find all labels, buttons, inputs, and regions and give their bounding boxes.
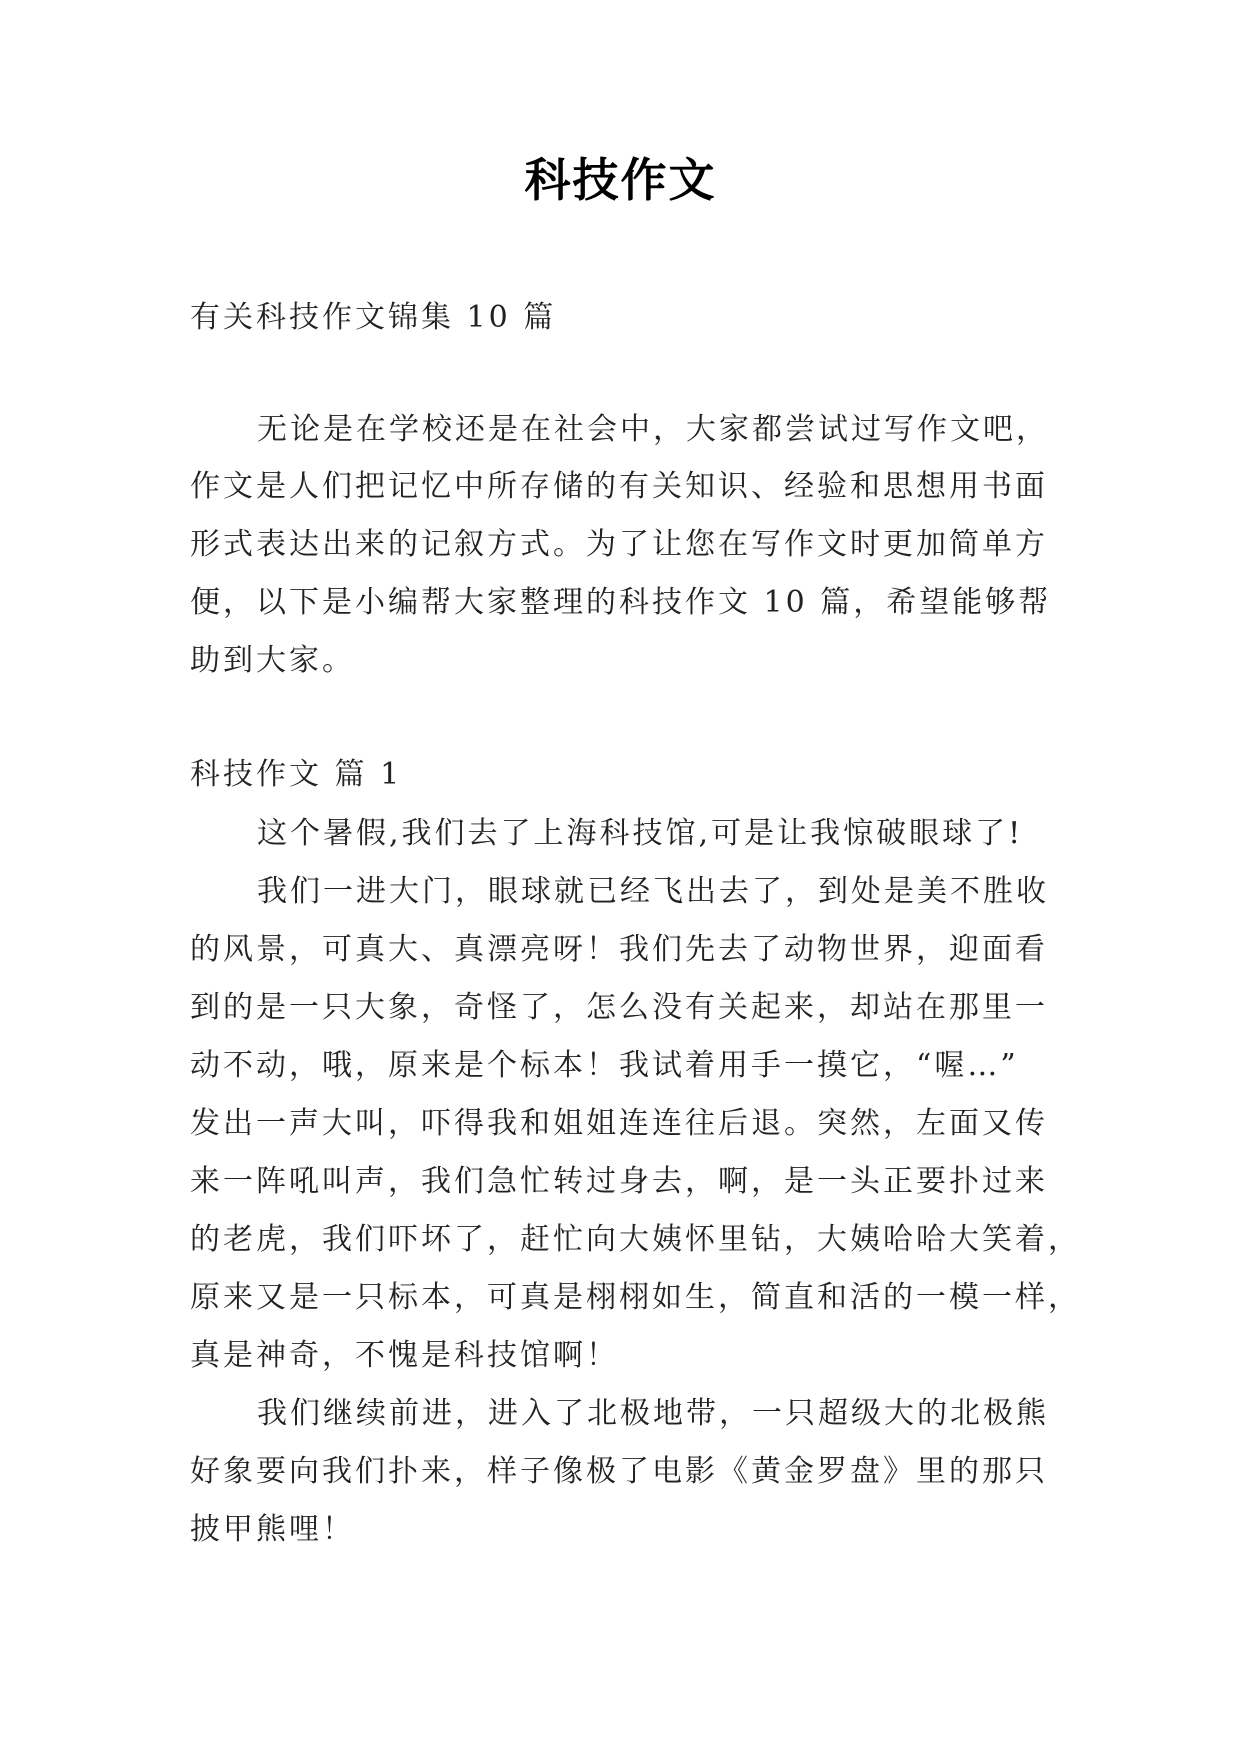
essay-line: 动不动，哦，原来是个标本！我试着用手一摸它，“喔…” [190,1048,1019,1083]
essay-line: 披甲熊哩！ [190,1512,355,1547]
document-subtitle: 有关科技作文锦集 10 篇 [190,300,557,335]
intro-line: 助到大家。 [190,643,355,678]
essay-line: 我们继续前进，进入了北极地带，一只超级大的北极熊 [257,1396,1049,1431]
essay-line: 原来又是一只标本，可真是栩栩如生，简直和活的一模一样， [190,1280,1081,1315]
intro-line: 形式表达出来的记叙方式。为了让您在写作文时更加简单方 [190,527,1048,562]
essay-line: 的老虎，我们吓坏了，赶忙向大姨怀里钻，大姨哈哈大笑着， [190,1222,1081,1257]
essay-line: 这个暑假,我们去了上海科技馆,可是让我惊破眼球了! [257,816,1024,851]
essay-line: 的风景，可真大、真漂亮呀！我们先去了动物世界，迎面看 [190,932,1048,967]
essay-line: 好象要向我们扑来，样子像极了电影《黄金罗盘》里的那只 [190,1454,1048,1489]
section-heading: 科技作文 篇 1 [190,757,403,792]
essay-line: 发出一声大叫，吓得我和姐姐连连往后退。突然，左面又传 [190,1106,1048,1141]
essay-line: 来一阵吼叫声，我们急忙转过身去，啊，是一头正要扑过来 [190,1164,1048,1199]
intro-line: 便，以下是小编帮大家整理的科技作文 10 篇，希望能够帮 [190,585,1052,620]
essay-line: 真是神奇，不愧是科技馆啊！ [190,1338,619,1373]
intro-line: 作文是人们把记忆中所存储的有关知识、经验和思想用书面 [190,469,1048,504]
document-title: 科技作文 [524,153,717,207]
essay-line: 我们一进大门，眼球就已经飞出去了，到处是美不胜收 [257,874,1049,909]
essay-line: 到的是一只大象，奇怪了，怎么没有关起来，却站在那里一 [190,990,1048,1025]
intro-line: 无论是在学校还是在社会中，大家都尝试过写作文吧， [257,412,1049,447]
